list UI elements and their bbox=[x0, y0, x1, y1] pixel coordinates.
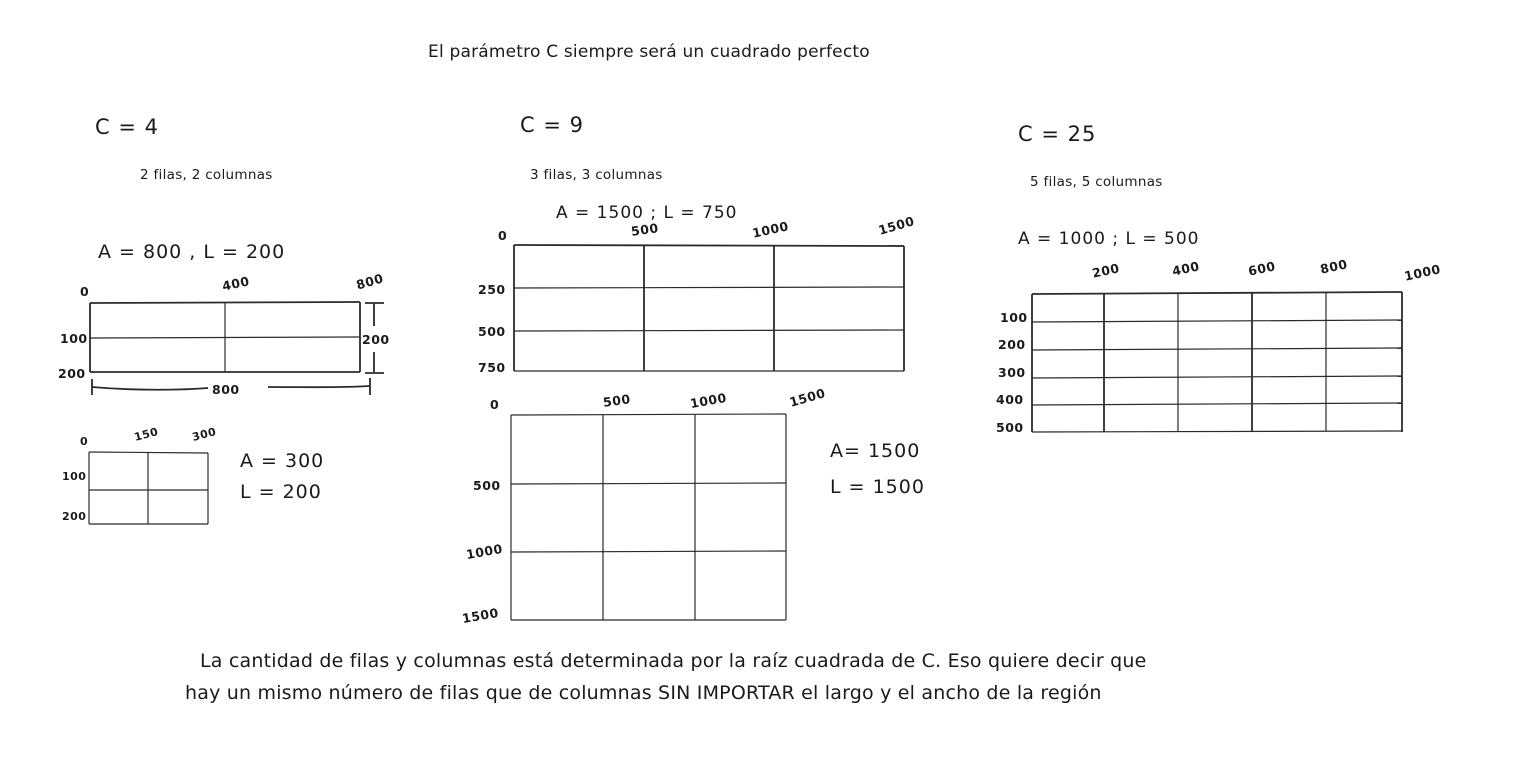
case-subtitle-c25: 5 filas, 5 columnas bbox=[1030, 174, 1163, 190]
tick-c9a-top-1500: 1500 bbox=[876, 213, 917, 238]
tick-c25-top-400: 400 bbox=[1170, 258, 1201, 279]
tick-c9b-left-500: 500 bbox=[473, 478, 501, 493]
tick-c25-left-100: 100 bbox=[1000, 310, 1028, 325]
footer-line-2: hay un mismo número de filas que de columnas SIN IMPORTAR el largo y el ancho de la región bbox=[185, 682, 1102, 704]
tick-c9a-left-250: 250 bbox=[478, 282, 506, 297]
figure-label-c4-a: A = 800 , L = 200 bbox=[98, 241, 286, 263]
tick-c4a-top-0: 0 bbox=[80, 284, 90, 299]
grid-c4-800x200 bbox=[88, 300, 368, 380]
figure-label-c4b-l: L = 200 bbox=[240, 481, 322, 503]
tick-c9a-top-500: 500 bbox=[630, 220, 660, 239]
footer-line-1: La cantidad de filas y columnas está determinada por la raíz cuadrada de C. Eso quiere decir que bbox=[200, 650, 1147, 672]
tick-c25-left-300: 300 bbox=[998, 365, 1026, 380]
tick-c25-left-200: 200 bbox=[998, 337, 1026, 352]
tick-c4b-left-100: 100 bbox=[62, 470, 87, 483]
tick-c25-top-600: 600 bbox=[1246, 258, 1277, 279]
page-title: El parámetro C siempre será un cuadrado perfecto bbox=[428, 42, 870, 62]
grid-c25-1000x500 bbox=[1030, 290, 1420, 438]
tick-c4b-top-300: 300 bbox=[190, 425, 218, 444]
figure-label-c9-a: A = 1500 ; L = 750 bbox=[556, 203, 738, 223]
tick-c9b-top-500: 500 bbox=[602, 391, 632, 410]
tick-c9b-top-1000: 1000 bbox=[688, 389, 728, 412]
tick-c9a-top-0: 0 bbox=[498, 228, 508, 243]
grid-c4-300x200 bbox=[86, 450, 226, 530]
tick-c9a-top-1000: 1000 bbox=[750, 218, 790, 241]
label-height-c4a: 200 bbox=[362, 332, 390, 347]
figure-label-c4b-a: A = 300 bbox=[240, 450, 325, 472]
tick-c4b-left-200: 200 bbox=[62, 510, 87, 523]
grid-c9-1500x1500 bbox=[508, 412, 798, 627]
label-width-c4a: 800 bbox=[212, 382, 240, 397]
figure-label-c9b-l: L = 1500 bbox=[830, 476, 925, 498]
tick-c4a-left-100: 100 bbox=[60, 331, 88, 346]
tick-c4b-top-150: 150 bbox=[132, 425, 160, 444]
tick-c25-top-800: 800 bbox=[1318, 256, 1349, 277]
case-subtitle-c4: 2 filas, 2 columnas bbox=[140, 167, 273, 183]
figure-label-c9b-a: A= 1500 bbox=[830, 440, 921, 462]
tick-c9a-left-750: 750 bbox=[478, 360, 506, 375]
figure-label-c25-a: A = 1000 ; L = 500 bbox=[1018, 229, 1200, 249]
case-title-c25: C = 25 bbox=[1018, 122, 1097, 146]
tick-c4a-left-200: 200 bbox=[58, 366, 86, 381]
tick-c25-top-1000: 1000 bbox=[1402, 261, 1442, 284]
case-title-c9: C = 9 bbox=[520, 113, 584, 137]
tick-c9b-top-0: 0 bbox=[490, 397, 500, 412]
tick-c4a-top-800: 800 bbox=[354, 270, 386, 293]
tick-c9b-left-1500: 1500 bbox=[460, 604, 500, 627]
tick-c25-left-500: 500 bbox=[996, 420, 1024, 435]
case-subtitle-c9: 3 filas, 3 columnas bbox=[530, 167, 663, 183]
tick-c9a-left-500: 500 bbox=[478, 324, 506, 339]
tick-c4b-top-0: 0 bbox=[80, 435, 89, 448]
tick-c4a-top-400: 400 bbox=[220, 273, 251, 294]
tick-c25-left-400: 400 bbox=[996, 392, 1024, 407]
case-title-c4: C = 4 bbox=[95, 115, 159, 139]
grid-c9-1500x750 bbox=[512, 243, 912, 378]
tick-c25-top-200: 200 bbox=[1090, 260, 1121, 281]
tick-c9b-top-1500: 1500 bbox=[787, 385, 828, 410]
tick-c9b-left-1000: 1000 bbox=[464, 540, 504, 563]
